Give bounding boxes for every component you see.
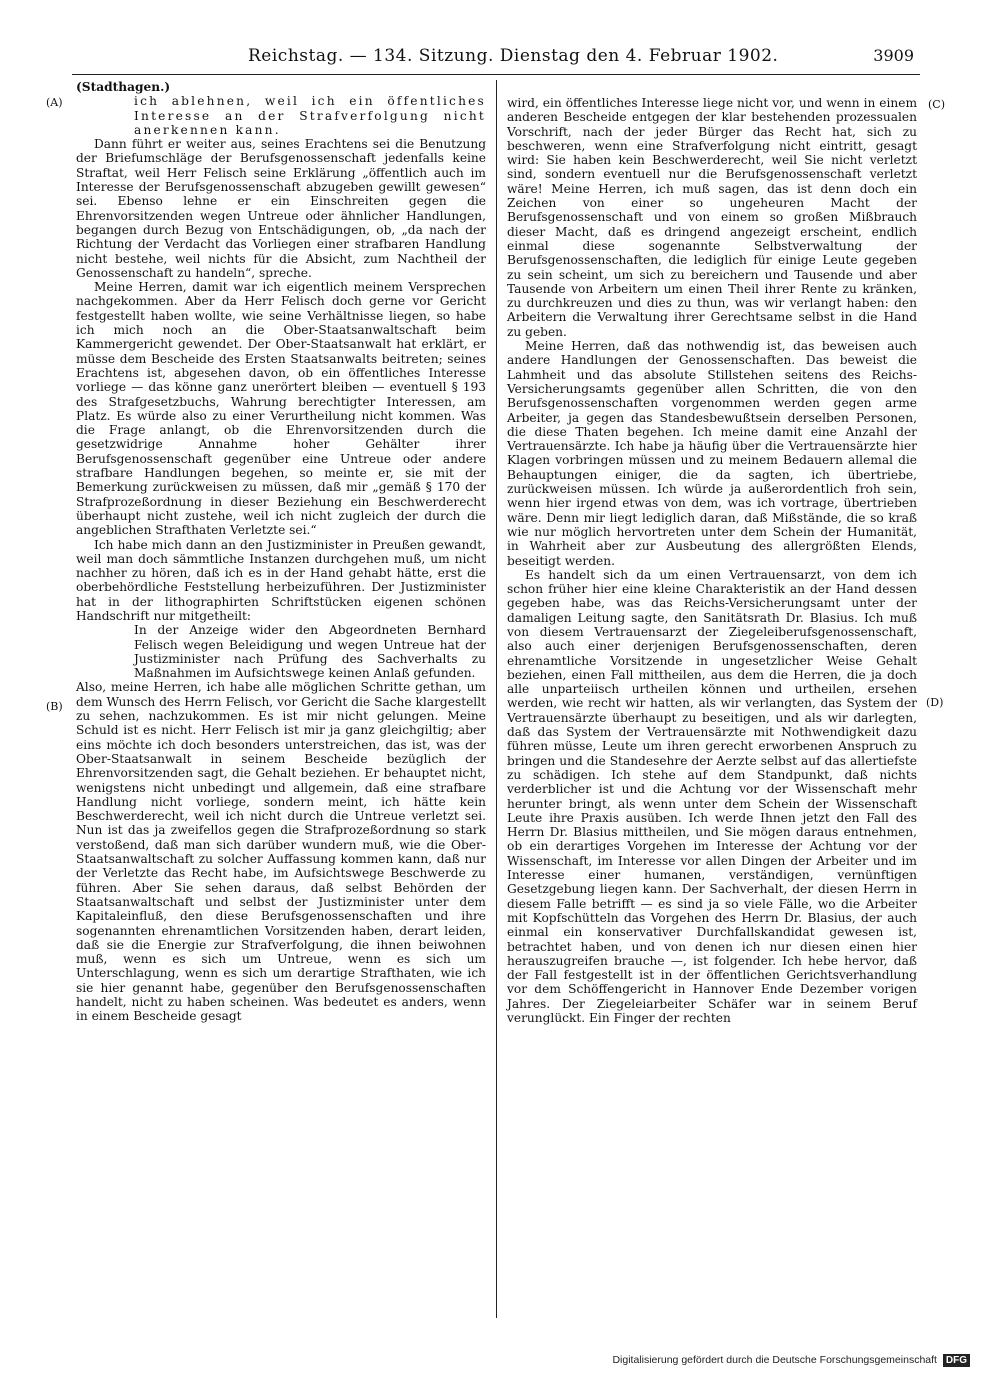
paragraph: Meine Herren, damit war ich eigentlich meinem Versprechen nachgekommen. Aber da Herr Felisch doch gerne vor Gericht festgestellt haben wollte, wie seine Verhältnisse liegen, so habe ich mich noch an die Ober-Staatsanwaltschaft beim Kammergericht gewendet. Der Ober-Staatsanwalt hat erklärt, er müsse dem Bescheide des Ersten Staatsanwalts beitreten; seines Erachtens ist, abgesehen davon, ob ein öffentliches Interesse vorliege — das könne ganz unerörtert bleiben — eventuell § 193 des Strafgesetzbuchs, Wahrung berechtigter Interessen, am Platz. Es würde also zu einer Verurtheilung nicht kommen. Was die Frage anlangt, ob die Ehrenvorsitzenden durch die gesetzwidrige Annahme hoher Gehälter ihrer Berufsgenossenschaft gegenüber eine Untreue oder andere strafbare Handlungen begehen, so meinte er, sie mit der Bemerkung zurückweisen zu müssen, daß mir „gemäß § 170 der Strafprozeßordnung in dieser Beziehung ein Beschwerderecht überhaupt nicht zustehe, weil ich nicht zugleich der durch die angeblichen Strafthaten Verletzte sei.“ [76,280,486,538]
margin-marker-a: (A) [46,96,63,109]
paragraph: wird, ein öffentliches Interesse liege nicht vor, und wenn in einem anderen Bescheide entgegen der klar bestehenden prozessualen Vorschrift, nach der jeder Bürger das Recht hat, sich zu beschweren, wenn eine Strafverfolgung nicht eintritt, gesagt wird: Sie haben kein Beschwerderecht, weil Sie nicht verletzt sind, sondern eventuell nur die Berufsgenossenschaft verletzt wäre! Meine Herren, ich muß sagen, das ist denn doch ein Zeichen von einer so ungeheuren Macht der Berufsgenossenschaft und von einem so großen Mißbrauch dieser Macht, daß es dringend angezeigt erscheint, endlich einmal diese sogenannte Selbstverwaltung der Berufsgenossenschaften, die lediglich für einige Leute gegeben zu sein scheint, um sich zu bereichern und Tausende und aber Tausende von Arbeitern um einen Theil ihrer Rente zu kränken, zu durchkreuzen und dies zu thun, was wir verlangt haben: den Arbeitern die Verwaltung ihrer Gerechtsame selbst in die Hand zu geben. [507,96,917,339]
margin-marker-d: (D) [926,696,944,709]
column-divider [496,80,497,1318]
paragraph: Ich habe mich dann an den Justizminister in Preußen gewandt, weil man doch sämmtliche Instanzen durchgehen muß, um nicht nachher zu hören, daß ich es in der Hand gehabt hätte, erst die oberbehördliche Feststellung herbeizuführen. Der Justizminister hat in der lithographirten Schriftstücken eigenen schönen Handschrift nur mitgetheilt: [76,537,486,623]
speaker-label: (Stadthagen.) [76,80,171,94]
footer-text: Digitalisierung gefördert durch die Deutsche Forschungsgemeinschaft [612,1354,937,1366]
footer-credit [612,1354,970,1367]
right-column [507,96,917,1025]
running-title: Reichstag. — 134. Sitzung. Dienstag den 4. Februar 1902. [248,46,779,66]
dfg-logo: DFG [943,1354,970,1367]
quoted-passage: In der Anzeige wider den Abgeordneten Bernhard Felisch wegen Beleidigung und wegen Untreue hat der Justizminister nach Prüfung des Sachverhalts zu Maßnahmen im Aufsichtswege keinen Anlaß gefunden. [134,623,486,681]
paragraph: Dann führt er weiter aus, seines Erachtens sei die Benutzung der Briefumschläge der Berufsgenossenschaft jedenfalls keine Straftat, weil Herr Felisch seine Erklärung „öffentlich auch im Interesse der Berufsgenossenschaft abzugeben gewillt gewesen“ sei. Ebenso lehne er ein Einschreiten gegen die Ehrenvorsitzenden wegen Untreue oder ähnlicher Handlungen, begangen durch Bezug von Entschädigungen, ob, „da nach der Richtung der Verdacht das Vorliegen einer strafbaren Handlung nicht bestehe, weil nichts für die Absicht, zum Nachtheil der Genossenschaft zu handeln“, spreche. [76,137,486,280]
paragraph: ich ablehnen, weil ich ein öffentliches Interesse an der Strafverfolgung nicht anerkennen kann. [134,94,486,137]
paragraph: Also, meine Herren, ich habe alle möglichen Schritte gethan, um dem Wunsch des Herrn Felisch, vor Gericht die Sache klargestellt zu sehen, nachzukommen. Es ist mir nicht gelungen. Meine Schuld ist es nicht. Herr Felisch ist mir ja ganz gleichgiltig; aber eins möchte ich doch besonders unterstreichen, das ist, was der Ober-Staatsanwalt in seinem Bescheide bezüglich der Ehrenvorsitzenden sagt, die Gehalt beziehen. Er behauptet nicht, wenigstens nicht unbedingt und allgemein, daß eine strafbare Handlung nicht vorliege, sondern meint, ich hätte kein Beschwerderecht, weil ich nicht durch die Untreue verletzt sei. Nun ist das ja zweifellos gegen die Strafprozeßordnung so stark verstoßend, daß man sich darüber wundern muß, wie die Ober-Staatsanwaltschaft zu solcher Auffassung kommen kann, daß nur der Verletzte das Recht habe, im Aufsichtswege Beschwerde zu führen. Aber Sie sehen daraus, daß selbst Behörden der Staatsanwaltschaft und selbst der Justizminister unter dem Kapitaleinfluß, den diese Berufsgenossenschaften und ihre sogenannten ehrenamtlichen Vorsitzenden haben, derart leiden, daß sie die Energie zur Strafverfolgung, die ihnen beiwohnen muß, wenn es sich um Untreue, wenn es sich um Unterschlagung, wenn es sich um derartige Strafthaten, wie ich sie hier genannt habe, gegenüber den Berufsgenossenschaften handelt, nicht zu haben scheinen. Was bedeutet es anders, wenn in einem Bescheide gesagt [76,680,486,1024]
page-number: 3909 [873,46,914,65]
margin-marker-b: (B) [46,700,63,713]
left-column [76,80,486,1024]
paragraph: Es handelt sich da um einen Vertrauensarzt, von dem ich schon früher hier eine kleine Charakteristik an der Hand dessen gegeben habe, was das Reichs-Versicherungsamt unter der damaligen Leitung sagte, den Sanitätsrath Dr. Blasius. Ich muß von diesem Vertrauensarzt der Ziegeleiberufsgenossenschaft, also auch einer derjenigen Berufsgenossenschaften, deren ehrenamtliche Vorsitzende in ungesetzlicher Weise Gehalt beziehen, einen Fall mittheilen, aus dem die Herren, die ja doch alle unparteiisch urtheilen können und urtheilen, ersehen werden, wie recht wir hatten, als wir verlangten, das System der Vertrauensärzte überhaupt zu beseitigen, und als wir darlegten, daß das System der Vertrauensärzte mit Nothwendigkeit dazu führen müsse, Leute um ihren gerecht erworbenen Anspruch zu bringen und die Standesehre der Aerzte selbst auf das allertiefste zu schädigen. Ich stehe auf dem Standpunkt, daß nichts verderblicher ist und die Achtung vor der Wissenschaft mehr herunter bringt, als wenn unter dem Schein der Wissenschaft Leute ihre Praxis ausüben. Ich werde Ihnen jetzt den Fall des Herrn Dr. Blasius mittheilen, und Sie mögen daraus entnehmen, ob ein derartiges Vorgehen im Interesse der Achtung vor der Wissenschaft, im Interesse vor allen Dingen der Arbeiter und im Interesse einer humanen, verständigen, vernünftigen Gesetzgebung liegen kann. Der Sachverhalt, der diesen Herrn in diesem Falle betrifft — es sind ja so viele Fälle, wo die Arbeiter mit Kopfschütteln das Vorgehen des Herrn Dr. Blasius, der auch einmal ein konservativer Durchfallskandidat gewesen ist, betrachtet haben, und von denen ich nur diesen einen hier herauszugreifen brauche —, ist folgender. Ich hebe hervor, daß der Fall festgestellt ist in der öffentlichen Gerichtsverhandlung vor dem Schöffengericht in Hannover Ende Dezember vorigen Jahres. Der Ziegeleiarbeiter Schäfer war in seinem Beruf verunglückt. Ein Finger der rechten [507,567,917,1025]
paragraph: Meine Herren, daß das nothwendig ist, das beweisen auch andere Handlungen der Genossenschaften. Das beweist die Lahmheit und das absolute Stillstehen seitens des Reichs-Versicherungsamts gegenüber allen Schritten, die von den Berufsgenossenschaften vorgenommen werden gegen arme Arbeiter, ja gegen das Standesbewußtsein derselben Personen, die diese Thaten begehen. Ich meine damit eine Anzahl der Vertrauensärzte. Ich habe ja häufig über die Vertrauensärzte hier Klagen vorbringen müssen und zu meinem Bedauern allemal die Behauptungen einiger, die da sagten, ich übertriebe, zurückweisen müssen. Ich würde ja außerordentlich froh sein, wenn hier irgend etwas von dem, was ich vortrage, übertrieben wäre. Denn mir liegt lediglich daran, daß Mißstände, die so kraß wie nur möglich hervortreten unter dem Schein der Humanität, in Wahrheit aber zur Ausbeutung des allergrößten Elends, beseitigt werden. [507,339,917,568]
header-rule [72,74,920,75]
page-header [78,46,914,72]
margin-marker-c: (C) [928,98,945,111]
